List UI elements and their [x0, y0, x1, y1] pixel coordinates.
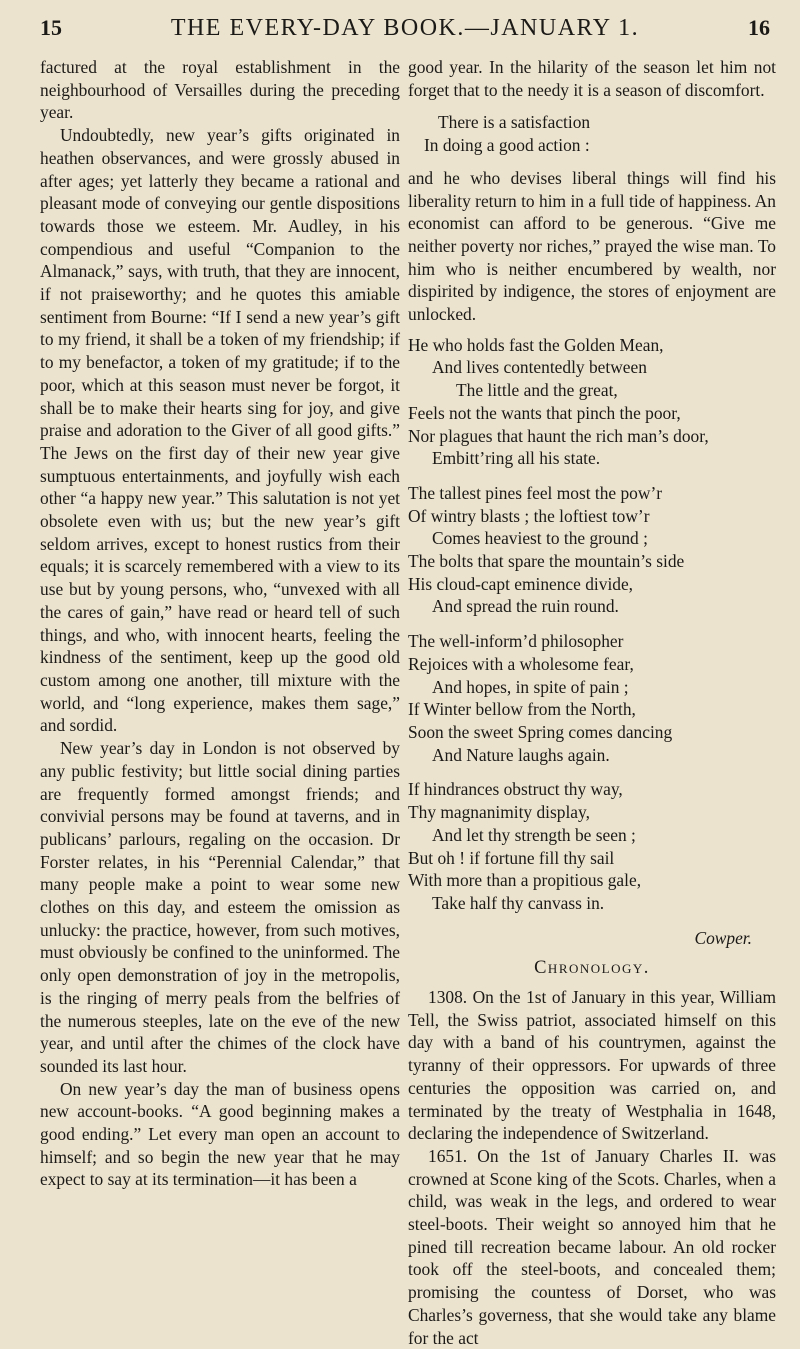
- section-heading: Chronology.: [534, 958, 650, 979]
- paragraph: and he who devises liberal things will find his liberality return to him in a full tide of happiness. An economist can afford to be generous. “Give me neither poverty nor riches,” prayed the wise man. To him who is neither encumbered by wealth, nor dispirited by indigence, the stores of enjoyment are unlocked.: [408, 167, 776, 325]
- page-number-left: 15: [40, 15, 62, 40]
- verse-line: And lives contentedly between: [432, 357, 647, 378]
- verse-line: Of wintry blasts ; the loftiest tow’r: [408, 505, 650, 526]
- paragraph: On new year’s day the man of business opens new account-books. “A good beginning makes a good ending.” Let every man open an account to himself; and so begin the new year that he may expect to say at its termination—it has been a: [40, 1078, 400, 1190]
- stanza: [408, 334, 776, 470]
- verse-line: Take half thy canvass in.: [432, 892, 605, 913]
- verse-line: And spread the ruin round.: [432, 596, 619, 617]
- verse-line: Comes heaviest to the ground ;: [432, 528, 648, 549]
- paragraph: 1651. On the 1st of January Charles II. was crowned at Scone king of the Scots. Charles, when a child, was weak in the legs, and ordered to wear steel-boots. Their weight so annoyed him that he pined till recreation became labour. An old rocker took off the steel-boots, and concealed them; promising the countess of Dorset, who was Charles’s governess, that she would take any blame for the act: [408, 1145, 776, 1348]
- stanza: [408, 482, 776, 618]
- verse-line: Embitt’ring all his state.: [432, 448, 601, 469]
- poem: [408, 334, 776, 915]
- verse-line: With more than a propitious gale,: [408, 870, 642, 891]
- verse-line: Soon the sweet Spring comes dancing: [408, 721, 673, 742]
- paragraph: Undoubtedly, new year’s gifts originated in heathen observances, and were grossly abused in after ages; yet latterly they became a rational and pleasant mode of conveying our gentle dispositions towards those we esteem. Mr. Audley, in his compendious and useful “Companion to the Almanack,” says, with truth, that they are innocent, if not praiseworthy; and he quotes this amiable sentiment from Bourne: “If I send a new year’s gift to my friend, it shall be a token of my friendship; if to my benefactor, a token of my gratitude; if to the poor, which at this season must never be forgot, it shall be to make their hearts sing for joy, and give praise and adoration to the Giver of all good gifts.” The Jews on the first day of their new year give sumptuous entertainments, and joyfully wish each other “a happy new year.” This salutation is not yet obsolete even with us; but the new year’s gift seldom arrives, except to honest rustics from their equals; it is scarcely remembered with a view to its use but by young persons, who, “unvexed with all the cares of gain,” have read or heard tell of such things, and who, with innocent hearts, feeling the kindness of the sentiment, keep up the good old custom among one another, till mixture with the world, and “long experience, makes them sage,” and sordid.: [40, 125, 400, 736]
- stanza: [408, 630, 776, 766]
- verse-line: Feels not the wants that pinch the poor,: [408, 402, 681, 423]
- verse-line: But oh ! if fortune fill thy sail: [408, 847, 615, 868]
- verse-line: Thy magnanimity display,: [408, 802, 590, 823]
- verse-line: The tallest pines feel most the pow’r: [408, 482, 663, 503]
- running-title: THE EVERY-DAY BOOK.—JANUARY 1.: [170, 14, 640, 41]
- verse-line: The well-inform’d philosopher: [408, 631, 624, 652]
- right-column: [408, 56, 776, 1349]
- verse-line: His cloud-capt eminence divide,: [408, 573, 634, 594]
- verse-line: There is a satisfaction: [438, 112, 591, 133]
- stanza: [408, 778, 776, 914]
- page-number-right: 16: [747, 15, 770, 40]
- verse-line: Nor plagues that haunt the rich man’s door,: [408, 425, 709, 446]
- left-column: [40, 56, 400, 1191]
- poem-attribution: Cowper.: [694, 927, 752, 948]
- couplet: [424, 111, 776, 156]
- paragraph: 1308. On the 1st of January in this year, William Tell, the Swiss patriot, associated himself on this day with a band of his countrymen, against the tyranny of their oppressors. For upwards of three centuries the opposition was carried on, and terminated by the treaty of Westphalia in 1648, declaring the independence of Switzerland.: [408, 987, 776, 1144]
- verse-line: And Nature laughs again.: [432, 744, 610, 765]
- verse-line: In doing a good action :: [424, 135, 590, 156]
- verse-line: If Winter bellow from the North,: [408, 699, 636, 720]
- running-header: [40, 8, 770, 48]
- verse-line: The bolts that spare the mountain’s side: [408, 551, 685, 572]
- verse-line: He who holds fast the Golden Mean,: [408, 334, 664, 355]
- paragraph: factured at the royal establishment in the neighbourhood of Versailles during the preceding year.: [40, 57, 400, 123]
- verse-line: And let thy strength be seen ;: [432, 824, 636, 845]
- verse-line: The little and the great,: [456, 380, 618, 401]
- verse-line: And hopes, in spite of pain ;: [432, 676, 629, 697]
- verse-line: If hindrances obstruct thy way,: [408, 779, 623, 800]
- verse-line: Rejoices with a wholesome fear,: [408, 653, 634, 674]
- paragraph: good year. In the hilarity of the season let him not forget that to the needy it is a season of discomfort.: [408, 57, 776, 100]
- paragraph: New year’s day in London is not observed by any public festivity; but little social dining parties are frequently formed amongst friends; and convivial persons may be found at taverns, and in publicans’ parlours, regaling on the occasion. Dr Forster relates, in his “Perennial Calendar,” that many people make a point to wear some new clothes on this day, and esteem the omission as unlucky: the practice, however, from such motives, must obviously be confined to the uninformed. The only open demonstration of joy in the metropolis, is the ringing of merry peals from the belfries of the numerous steeples, late on the eve of the new year, and until after the chimes of the clock have sounded its last hour.: [40, 738, 400, 1076]
